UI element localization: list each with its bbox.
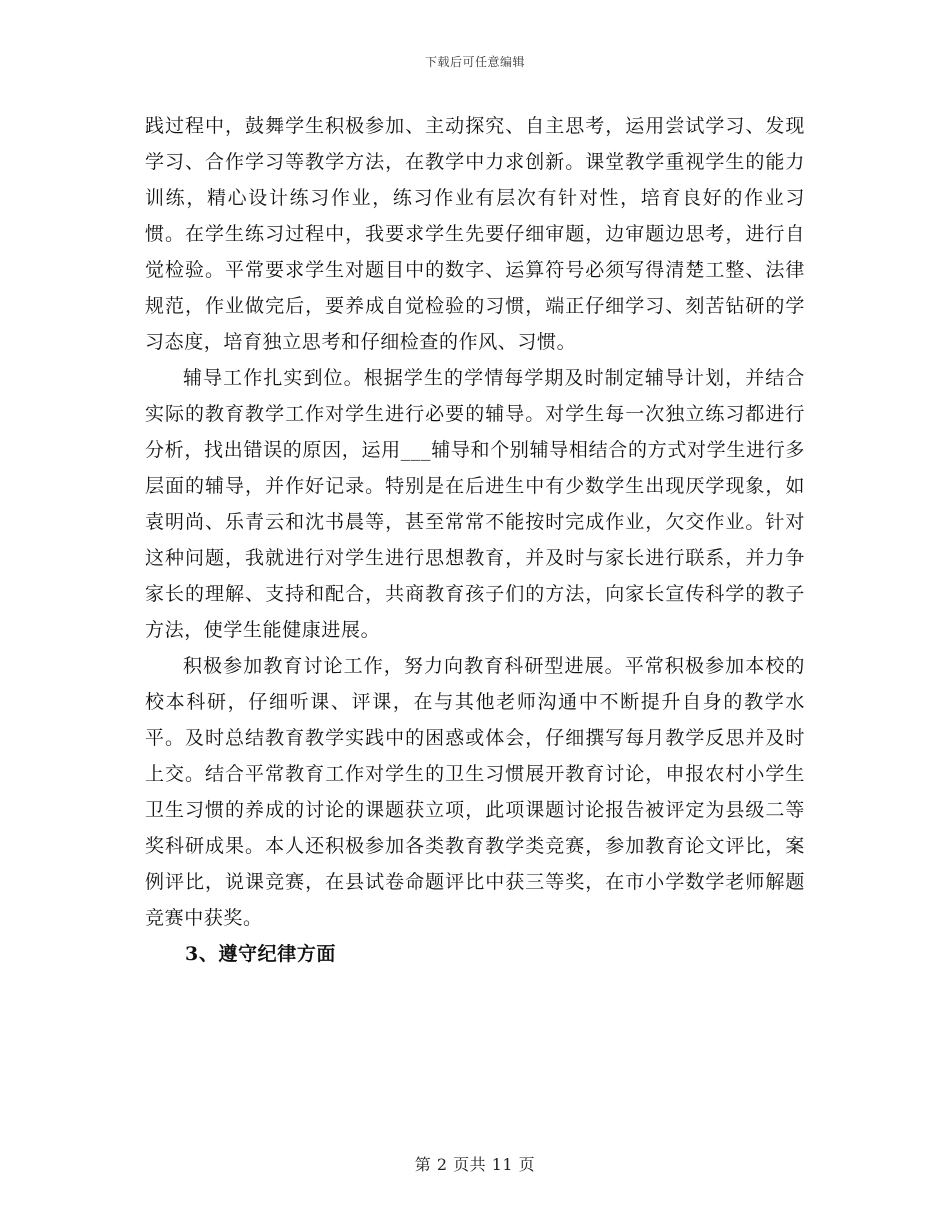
header-note: 下载后可任意编辑 [424, 55, 525, 69]
paragraph-continuation: 践过程中，鼓舞学生积极参加、主动探究、自主思考，运用尝试学习、发现学习、合作学习等教学方法，在教学中力求创新。课堂教学重视学生的能力训练，精心设计练习作业，练习作业有层次有针对性，培育良好的作业习惯。在学生练习过程中，我要求学生先要仔细审题，边审题边思考，进行自觉检验。平常要求学生对题目中的数字、运算符号必须写得清楚工整、法律规范，作业做完后，要养成自觉检验的习惯，端正仔细学习、刻苦钻研的学习态度，培育独立思考和仔细检查的作风、习惯。 [145, 115, 805, 353]
paragraph-tutoring: 辅导工作扎实到位。根据学生的学情每学期及时制定辅导计划，并结合实际的教育教学工作对学生进行必要的辅导。对学生每一次独立练习都进行分析，找出错误的原因，运用___辅导和个别辅导相结合的方式对学生进行多层面的辅导，并作好记录。特别是在后进生中有少数学生出现厌学现象，如袁明尚、乐青云和沈书晨等，甚至常常不能按时完成作业，欠交作业。针对这种问题，我就进行对学生进行思想教育，并及时与家长进行联系，并力争家长的理解、支持和配合，共商教育孩子们的方法，向家长宣传科学的教子方法，使学生能健康进展。 [145, 367, 805, 641]
page-number-footer: 第 2 页共 11 页 [414, 1155, 536, 1174]
document-body [145, 108, 805, 972]
section-heading: 3、遵守纪律方面 [185, 943, 337, 965]
paragraph-research: 积极参加教育讨论工作，努力向教育科研型进展。平常积极参加本校的校本科研，仔细听课、评课，在与其他老师沟通中不断提升自身的教学水平。及时总结教育教学实践中的困惑或体会，仔细撰写每月教学反思并及时上交。结合平常教育工作对学生的卫生习惯展开教育讨论，申报农村小学生卫生习惯的养成的讨论的课题获立项，此项课题讨论报告被评定为县级二等奖科研成果。本人还积极参加各类教育教学类竞赛，参加教育论文评比，案例评比，说课竞赛，在县试卷命题评比中获三等奖，在市小学数学老师解题竞赛中获奖。 [145, 655, 805, 929]
